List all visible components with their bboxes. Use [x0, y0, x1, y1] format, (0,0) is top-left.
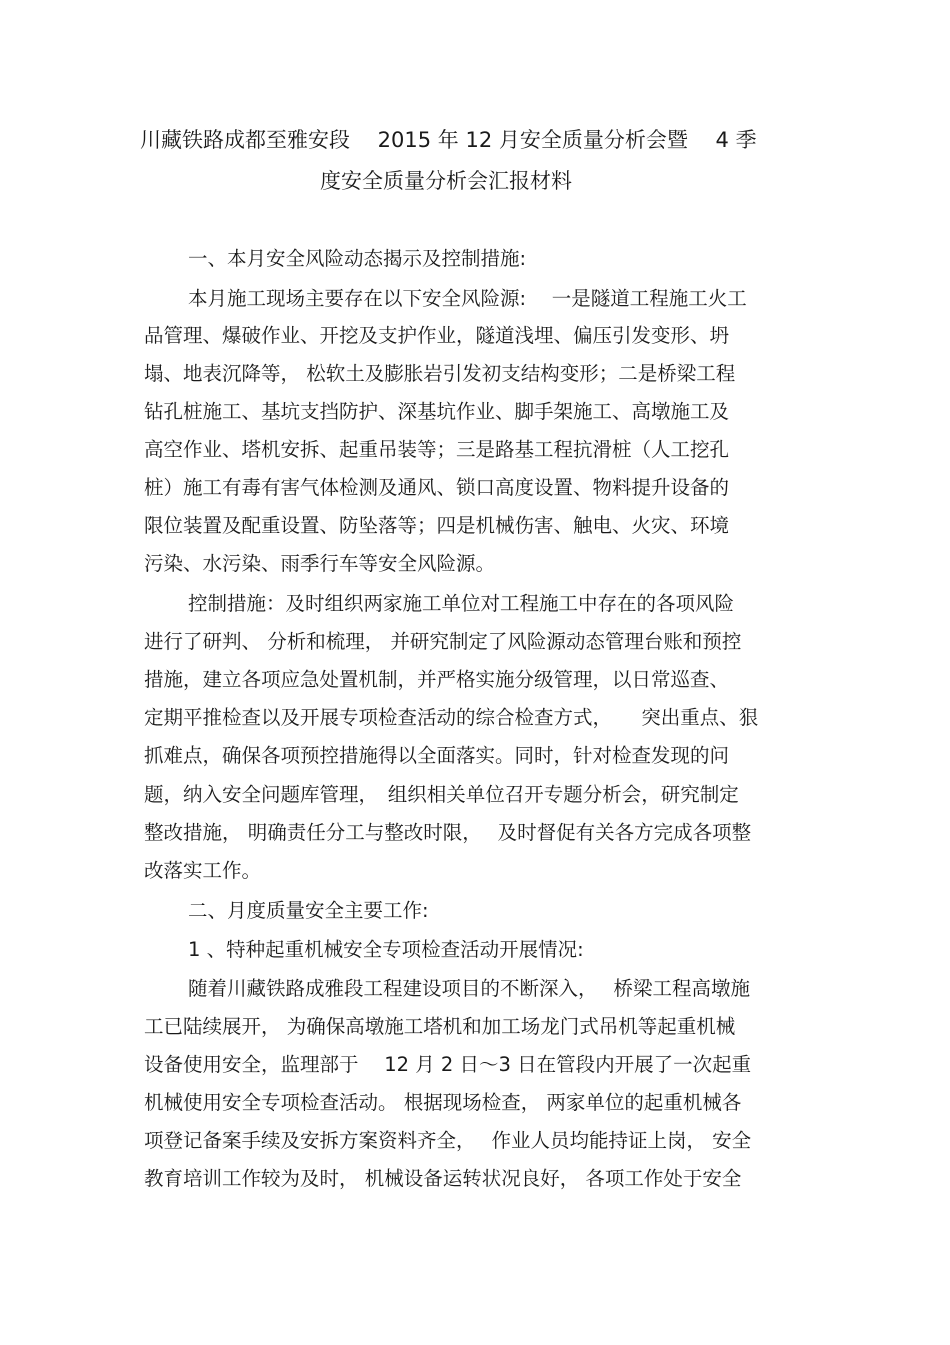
body-line: 随着川藏铁路成雅段工程建设项目的不断深入， 桥梁工程高墩施: [188, 977, 750, 1000]
body-line: 抓难点，确保各项预控措施得以全面落实。同时，针对检查发现的问: [144, 744, 730, 767]
body-line: 教育培训工作较为及时， 机械设备运转状况良好， 各项工作处于安全: [144, 1167, 742, 1190]
body-line: 措施，建立各项应急处置机制，并严格实施分级管理，以日常巡查、: [144, 668, 730, 691]
body-line: 品管理、爆破作业、开挖及支护作业，隧道浅埋、偏压引发变形、坍: [144, 324, 730, 347]
body-line: 进行了研判、 分析和梳理， 并研究制定了风险源动态管理台账和预控: [144, 630, 742, 653]
section-heading-1: 一、本月安全风险动态揭示及控制措施:: [188, 247, 527, 270]
body-line: 限位装置及配重设置、防坠落等；四是机械伤害、触电、火灾、环境: [144, 514, 730, 537]
body-line: 钻孔桩施工、基坑支挡防护、深基坑作业、脚手架施工、高墩施工及: [144, 400, 730, 423]
body-line: 整改措施， 明确责任分工与整改时限， 及时督促有关各方完成各项整: [144, 821, 752, 844]
body-line: 本月施工现场主要存在以下安全风险源: 一是隧道工程施工火工: [188, 287, 747, 310]
subsection-heading-1: 1 、特种起重机械安全专项检查活动开展情况:: [188, 938, 584, 961]
document-title-line-2: 度安全质量分析会汇报材料: [320, 169, 572, 193]
body-line: 工已陆续展开， 为确保高墩施工塔机和加工场龙门式吊机等起重机械: [144, 1015, 736, 1038]
document-title-line-1: 川藏铁路成都至雅安段 2015 年 12 月安全质量分析会暨 4 季: [140, 128, 757, 152]
body-line: 改落实工作。: [144, 859, 262, 882]
body-line: 项登记备案手续及安拆方案资料齐全， 作业人员均能持证上岗， 安全: [144, 1129, 752, 1152]
section-heading-2: 二、月度质量安全主要工作:: [188, 899, 429, 922]
body-line: 定期平推检查以及开展专项检查活动的综合检查方式， 突出重点、狠: [144, 706, 759, 729]
body-line: 高空作业、塔机安拆、起重吊装等；三是路基工程抗滑桩（人工挖孔: [144, 438, 730, 461]
body-line: 污染、水污染、雨季行车等安全风险源。: [144, 552, 496, 575]
body-line: 塌、地表沉降等， 松软土及膨胀岩引发初支结构变形；二是桥梁工程: [144, 362, 736, 385]
body-line: 机械使用安全专项检查活动。 根据现场检查， 两家单位的起重机械各: [144, 1091, 742, 1114]
body-line: 控制措施：及时组织两家施工单位对工程施工中存在的各项风险: [188, 592, 735, 615]
body-line: 桩）施工有毒有害气体检测及通风、锁口高度设置、物料提升设备的: [144, 476, 730, 499]
body-line: 题，纳入安全问题库管理， 组织相关单位召开专题分析会，研究制定: [144, 783, 739, 806]
body-line: 设备使用安全，监理部于 12 月 2 日～3 日在管段内开展了一次起重: [144, 1053, 752, 1076]
